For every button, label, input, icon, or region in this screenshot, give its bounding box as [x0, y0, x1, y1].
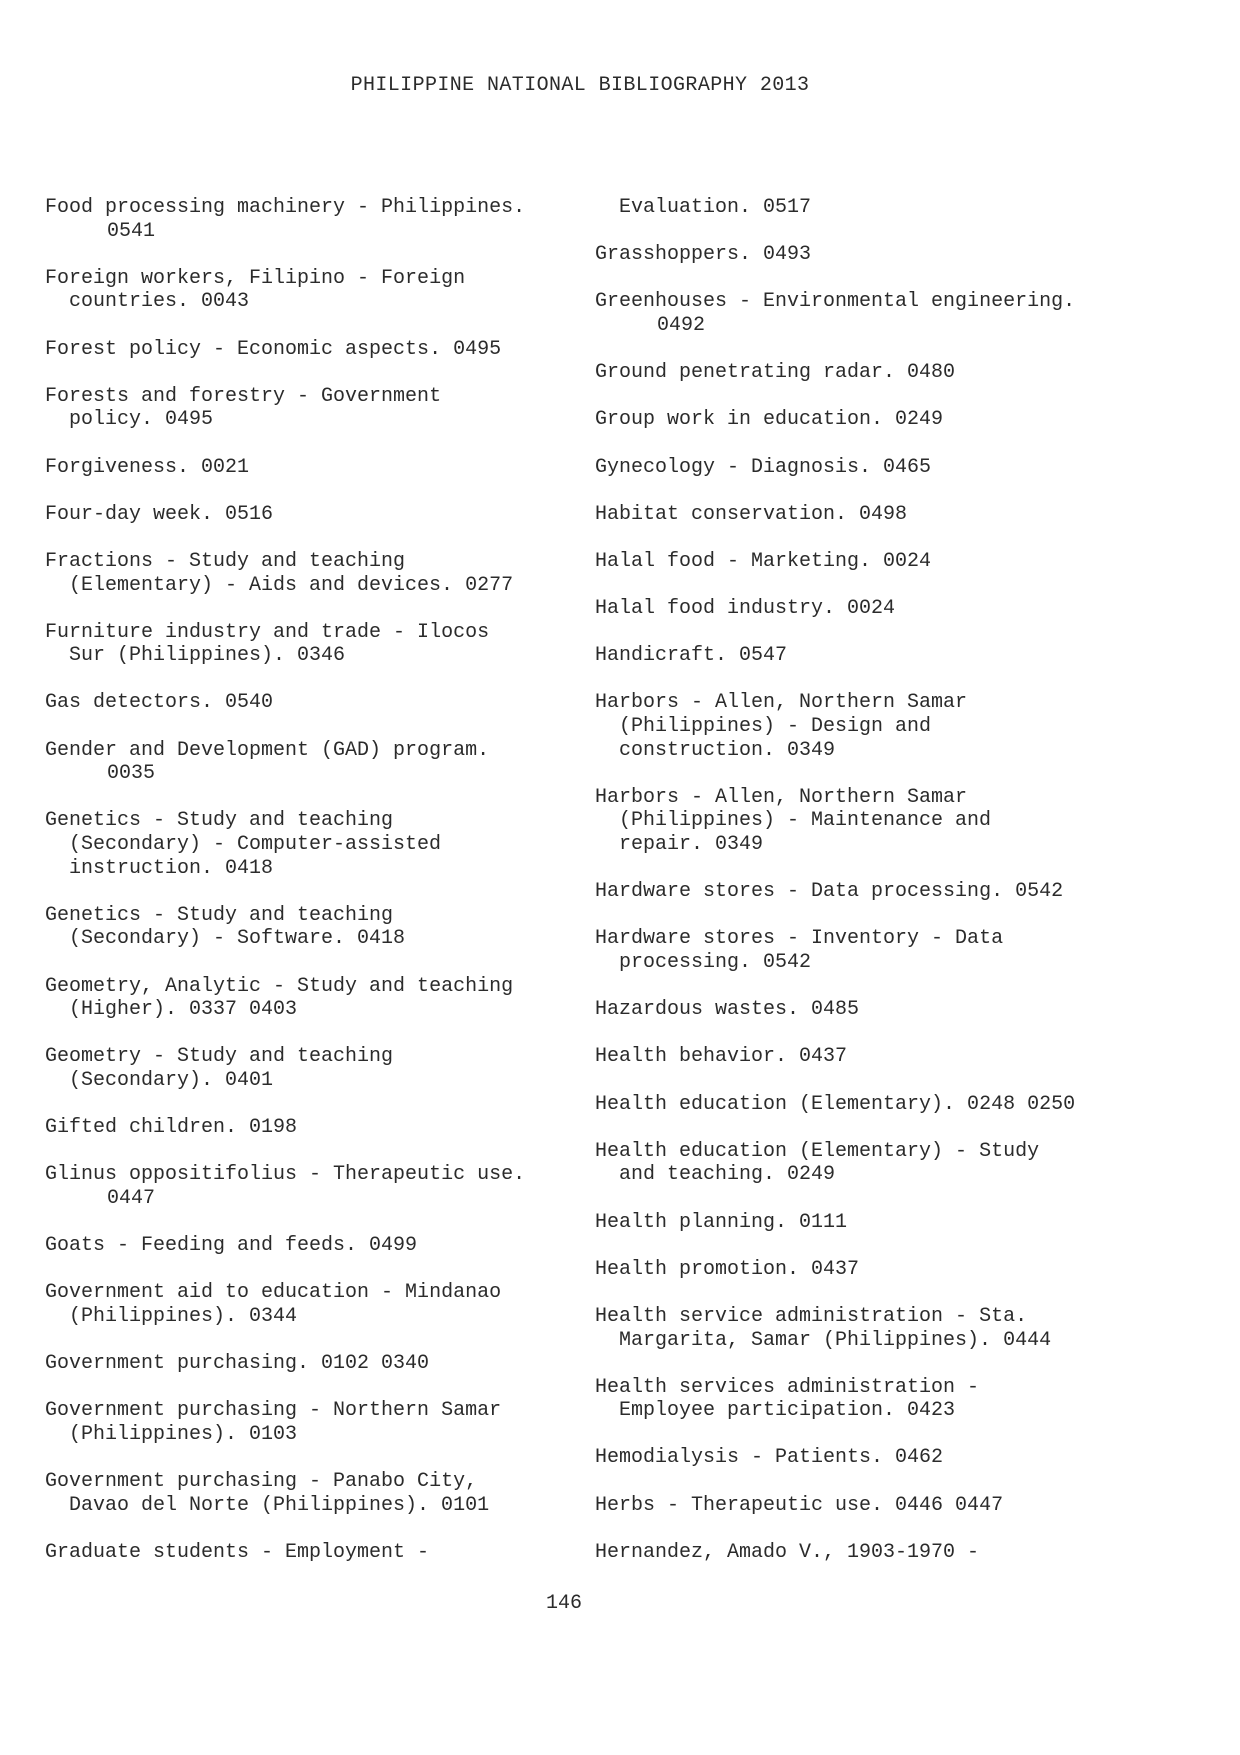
index-entry-line: Ground penetrating radar. 0480: [595, 361, 956, 385]
index-entry-line: Forests and forestry - Government: [45, 384, 442, 408]
index-entry: [45, 196, 595, 243]
index-entry: [595, 1045, 1195, 1069]
index-entry-line: Gas detectors. 0540: [45, 691, 274, 715]
index-entry: [45, 1470, 595, 1517]
index-entry: [595, 691, 1195, 762]
index-entry: [595, 1494, 1195, 1518]
index-entry: [595, 998, 1195, 1022]
index-entry-line: Genetics - Study and teaching: [45, 809, 394, 833]
index-entry-line: Genetics - Study and teaching: [45, 903, 394, 927]
index-entry: [595, 1211, 1195, 1235]
index-entry-line: Health promotion. 0437: [595, 1257, 860, 1281]
index-entry-line: processing. 0542: [619, 951, 812, 974]
index-entry-line: 0035: [107, 762, 156, 786]
index-entry-line: Geometry - Study and teaching: [45, 1045, 394, 1069]
index-entry-line: Goats - Feeding and feeds. 0499: [45, 1234, 418, 1258]
index-entry: [45, 1352, 595, 1376]
index-entry-line: (Philippines). 0103: [69, 1422, 298, 1446]
index-entry-line: Geometry, Analytic - Study and teaching: [45, 974, 514, 998]
index-entry: [45, 267, 595, 314]
index-entry-line: Health behavior. 0437: [595, 1045, 848, 1069]
index-entry: [595, 1376, 1195, 1423]
index-entry: [595, 1140, 1195, 1187]
index-entry-line: Harbors - Allen, Northern Samar: [595, 691, 968, 715]
index-entry: [45, 1163, 595, 1210]
index-entry: [595, 408, 1195, 432]
index-entry-line: (Higher). 0337 0403: [69, 998, 298, 1022]
index-entry: [45, 621, 595, 668]
index-entry: [595, 456, 1195, 480]
index-entry: [45, 1281, 595, 1328]
index-entry: [595, 290, 1195, 337]
page-header: PHILIPPINE NATIONAL BIBLIOGRAPHY 2013: [350, 74, 810, 97]
index-entry-line: Health education (Elementary). 0248 0250: [595, 1092, 1076, 1116]
index-entry: [595, 1258, 1195, 1282]
index-entry-line: Davao del Norte (Philippines). 0101: [69, 1493, 490, 1517]
index-entry-line: Gifted children. 0198: [45, 1116, 298, 1140]
index-entry: [45, 503, 595, 527]
index-entry: [45, 338, 595, 362]
index-entry: [595, 1093, 1195, 1117]
index-entry-line: Government purchasing - Panabo City,: [45, 1470, 478, 1494]
index-entry-line: 0492: [657, 313, 706, 337]
index-entry-line: Halal food - Marketing. 0024: [595, 549, 932, 573]
index-entry: [595, 597, 1195, 621]
index-entry-line: Hardware stores - Inventory - Data: [595, 927, 1004, 951]
index-entry: [595, 786, 1195, 857]
index-entry-line: (Secondary). 0401: [69, 1068, 274, 1092]
index-entry: [45, 809, 595, 880]
index-entry-line: Harbors - Allen, Northern Samar: [595, 785, 968, 809]
index-entry: [595, 503, 1195, 527]
index-entry-line: Hardware stores - Data processing. 0542: [595, 880, 1064, 904]
index-entry: [45, 456, 595, 480]
index-entry-line: Government purchasing. 0102 0340: [45, 1352, 430, 1376]
index-entry-line: Hernandez, Amado V., 1903-1970 -: [595, 1540, 980, 1564]
index-entry-line: Gender and Development (GAD) program.: [45, 738, 490, 762]
index-entry: [595, 243, 1195, 267]
index-entry: [45, 691, 595, 715]
index-entry: [595, 927, 1195, 974]
index-entry-line: Graduate students - Employment -: [45, 1540, 430, 1564]
index-entry-line: Foreign workers, Filipino - Foreign: [45, 266, 466, 290]
index-entry-line: construction. 0349: [619, 738, 836, 762]
index-entry-line: Health education (Elementary) - Study: [595, 1139, 1040, 1163]
index-entry: [45, 739, 595, 786]
index-entry-line: Habitat conservation. 0498: [595, 502, 908, 526]
index-entry-line: Food processing machinery - Philippines.: [45, 196, 526, 219]
index-entry-line: Furniture industry and trade - Ilocos: [45, 620, 490, 644]
index-entry-line: Group work in education. 0249: [595, 408, 944, 432]
index-entry-line: (Secondary) - Computer-assisted: [69, 833, 442, 857]
index-entry-line: countries. 0043: [69, 290, 250, 314]
index-entry: [45, 1045, 595, 1092]
index-entry-line: Government purchasing - Northern Samar: [45, 1399, 502, 1423]
index-entry-line: (Philippines) - Design and: [619, 715, 932, 739]
index-entry-line: policy. 0495: [69, 408, 214, 432]
index-entry-line: Glinus oppositifolius - Therapeutic use.: [45, 1163, 526, 1187]
index-entry-line: Gynecology - Diagnosis. 0465: [595, 455, 932, 479]
index-entry: [595, 196, 1195, 220]
index-entry: [45, 1234, 595, 1258]
index-entry: [595, 1305, 1195, 1352]
index-entry: [45, 550, 595, 597]
index-entry-line: Four-day week. 0516: [45, 502, 274, 526]
index-entry-line: Herbs - Therapeutic use. 0446 0447: [595, 1493, 1004, 1517]
index-entry-line: Health planning. 0111: [595, 1210, 848, 1234]
page-number: 146: [545, 1592, 582, 1615]
index-entry: [595, 644, 1195, 668]
index-entry: [595, 361, 1195, 385]
index-entry-line: Halal food industry. 0024: [595, 597, 896, 621]
index-entry: [45, 1541, 595, 1565]
index-entry: [45, 904, 595, 951]
index-entry-line: Handicraft. 0547: [595, 644, 788, 668]
index-entry: [595, 1541, 1195, 1565]
index-entry-line: Health services administration -: [595, 1375, 980, 1399]
index-entry-line: Fractions - Study and teaching: [45, 549, 406, 573]
index-entry-line: (Secondary) - Software. 0418: [69, 927, 406, 951]
index-entry-line: Forgiveness. 0021: [45, 455, 250, 479]
index-entry: [45, 975, 595, 1022]
index-entry-line: instruction. 0418: [69, 856, 274, 880]
index-entry-line: Government aid to education - Mindanao: [45, 1281, 502, 1305]
index-column-left: [45, 196, 595, 1588]
index-entry-line: (Philippines) - Maintenance and: [619, 809, 992, 833]
index-entry-line: Forest policy - Economic aspects. 0495: [45, 337, 502, 361]
index-entry-line: Hemodialysis - Patients. 0462: [595, 1446, 944, 1470]
index-entry-line: Margarita, Samar (Philippines). 0444: [619, 1328, 1052, 1352]
index-entry-line: Employee participation. 0423: [619, 1399, 956, 1423]
index-entry-line: (Philippines). 0344: [69, 1304, 298, 1328]
index-entry: [595, 550, 1195, 574]
index-entry: [45, 1116, 595, 1140]
index-entry-line: Sur (Philippines). 0346: [69, 644, 346, 668]
index-entry: [595, 880, 1195, 904]
index-entry-line: repair. 0349: [619, 833, 764, 857]
index-entry-line: Evaluation. 0517: [619, 196, 812, 219]
index-entry: [45, 1399, 595, 1446]
index-entry: [45, 385, 595, 432]
index-entry-line: and teaching. 0249: [619, 1163, 836, 1187]
index-entry-line: 0447: [107, 1186, 156, 1210]
index-entry-line: Health service administration - Sta.: [595, 1304, 1028, 1328]
index-entry-line: 0541: [107, 219, 156, 243]
index-entry-line: Hazardous wastes. 0485: [595, 998, 860, 1022]
index-entry-line: Greenhouses - Environmental engineering.: [595, 290, 1076, 314]
index-column-right: [595, 196, 1195, 1588]
index-entry-line: (Elementary) - Aids and devices. 0277: [69, 573, 514, 597]
index-entry: [595, 1446, 1195, 1470]
index-entry-line: Grasshoppers. 0493: [595, 243, 812, 267]
